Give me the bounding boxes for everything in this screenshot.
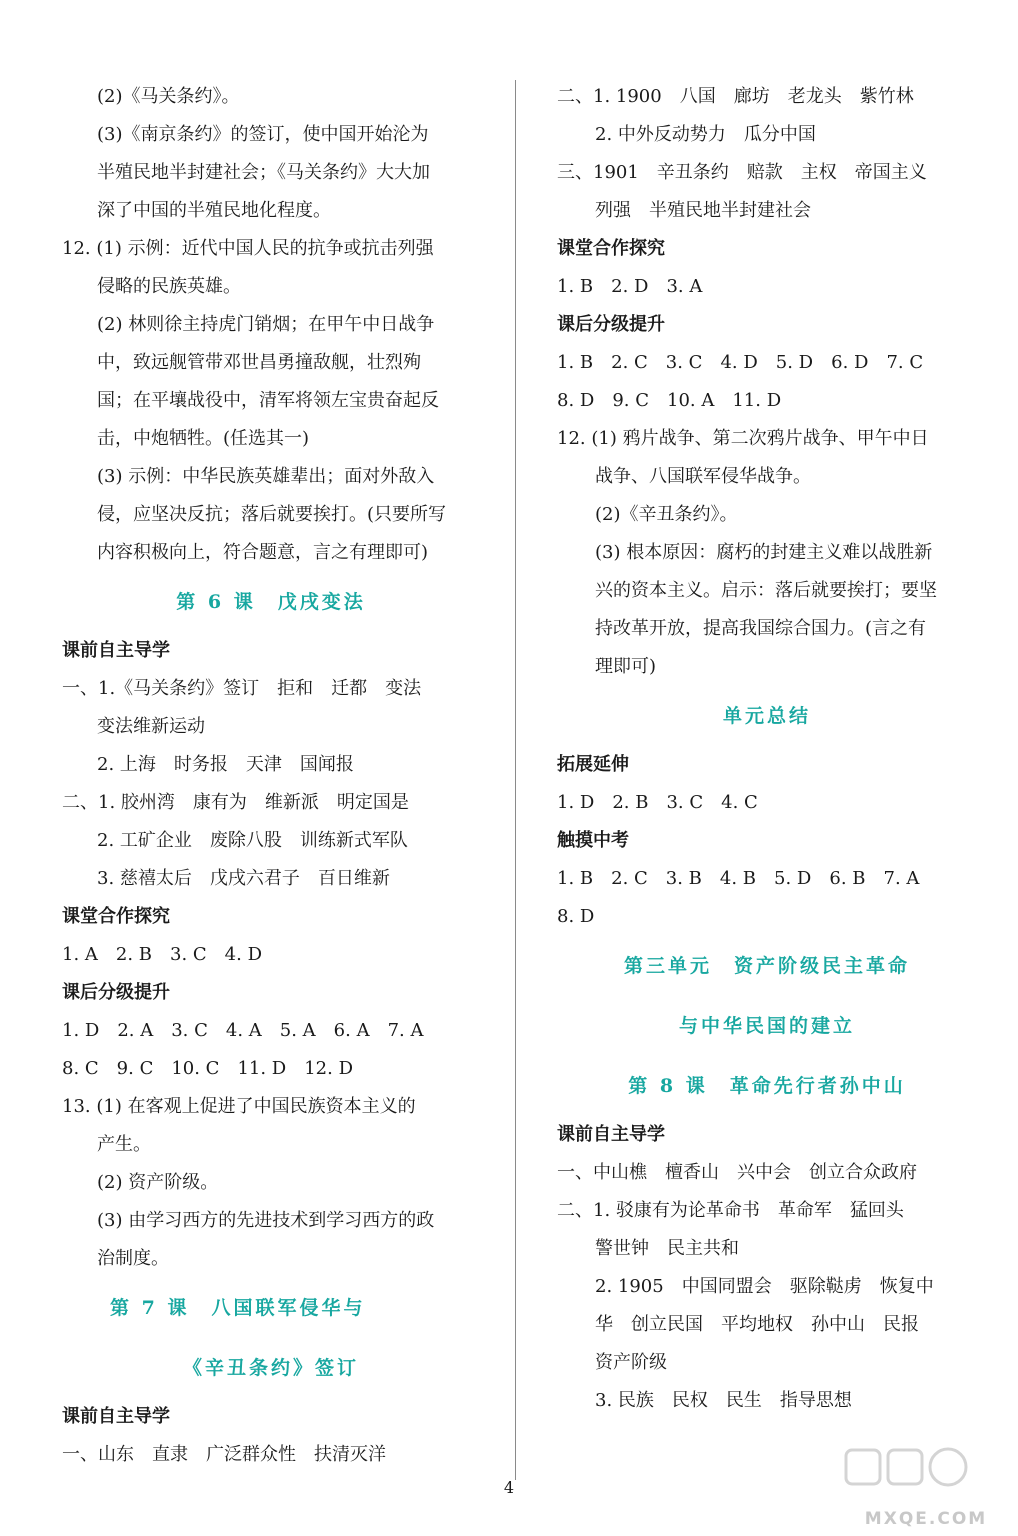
- answer-line: 战争、八国联军侵华战争。: [595, 466, 811, 487]
- answer-line: 二、1. 驳康有为论革命书 革命军 猛回头: [557, 1200, 904, 1221]
- watermark-text: MXQE.COM: [864, 1509, 988, 1529]
- answer-line: 12. (1) 鸦片战争、第二次鸦片战争、甲午中日: [557, 428, 929, 449]
- answer-line: 侵略的民族英雄。: [97, 276, 241, 297]
- answer-line: 一、山东 直隶 广泛群众性 扶清灭洋: [62, 1444, 386, 1465]
- section-heading: 拓展延伸: [557, 754, 629, 775]
- answer-line: 二、1. 胶州湾 康有为 维新派 明定国是: [62, 792, 409, 813]
- unit-title: 第三单元 资产阶级民主革命: [623, 955, 910, 977]
- lesson-title: 第 7 课 八国联军侵华与: [110, 1297, 366, 1319]
- section-heading: 课堂合作探究: [62, 906, 170, 927]
- lesson-title-continued: 《辛丑条约》签订: [182, 1357, 359, 1379]
- section-heading: 课堂合作探究: [557, 238, 665, 259]
- answer-line: 1. B 2. C 3. C 4. D 5. D 6. D 7. C: [557, 352, 924, 373]
- answer-line: (2)《马关条约》。: [97, 86, 240, 107]
- answer-line: (3) 由学习西方的先进技术到学习西方的政: [97, 1210, 435, 1231]
- lesson-title: 第 6 课 戊戌变法: [176, 591, 366, 613]
- answer-line: 半殖民地半封建社会；《马关条约》大大加: [97, 162, 430, 183]
- section-heading: 课后分级提升: [62, 982, 170, 1003]
- answer-line: 国；在平壤战役中，清军将领左宝贵奋起反: [97, 390, 439, 411]
- lesson-title: 第 8 课 革命先行者孙中山: [628, 1075, 906, 1097]
- watermark-logo: [842, 1444, 1010, 1532]
- answer-line: 3. 慈禧太后 戊戌六君子 百日维新: [97, 868, 390, 889]
- answer-line: 产生。: [97, 1134, 151, 1155]
- watermark-box-2: [888, 1450, 922, 1484]
- answer-line: 深了中国的半殖民地化程度。: [97, 200, 331, 221]
- answer-line: 1. B 2. C 3. B 4. B 5. D 6. B 7. A: [557, 868, 920, 889]
- answer-line: 1. D 2. A 3. C 4. A 5. A 6. A 7. A: [62, 1020, 424, 1041]
- answer-line: 列强 半殖民地半封建社会: [595, 200, 811, 221]
- answer-line: 8. C 9. C 10. C 11. D 12. D: [62, 1058, 354, 1079]
- answer-line: 华 创立民国 平均地权 孙中山 民报: [595, 1314, 919, 1335]
- answer-line: 警世钟 民主共和: [595, 1238, 739, 1259]
- answer-line: 8. D 9. C 10. A 11. D: [557, 390, 782, 411]
- answer-line: 2. 中外反动势力 瓜分中国: [595, 124, 816, 145]
- answer-line: 兴的资本主义。启示：落后就要挨打；要坚: [595, 580, 937, 601]
- answer-line: 1. B 2. D 3. A: [557, 276, 703, 297]
- answer-line: (2)《辛丑条约》。: [595, 504, 738, 525]
- section-heading: 课后分级提升: [557, 314, 665, 335]
- answer-line: 1. A 2. B 3. C 4. D: [62, 944, 263, 965]
- answer-line: (2) 资产阶级。: [97, 1172, 219, 1193]
- section-heading: 触摸中考: [557, 830, 629, 851]
- section-heading: 课前自主导学: [557, 1124, 665, 1145]
- column-divider: [515, 80, 516, 1480]
- answer-line: 一、1.《马关条约》签订 拒和 迁都 变法: [62, 678, 422, 699]
- watermark-box-1: [846, 1450, 880, 1484]
- answer-line: 侵，应坚决反抗；落后就要挨打。(只要所写: [97, 504, 447, 525]
- answer-line: 中，致远舰管带邓世昌勇撞敌舰，壮烈殉: [97, 352, 421, 373]
- left-column: [62, 78, 480, 1474]
- answer-line: 二、1. 1900 八国 廊坊 老龙头 紫竹林: [557, 86, 914, 107]
- right-column: [557, 78, 977, 1420]
- answer-line: 内容积极向上，符合题意，言之有理即可): [97, 542, 429, 563]
- unit-title-continued: 与中华民国的建立: [678, 1015, 855, 1037]
- answer-line: 变法维新运动: [97, 716, 205, 737]
- answer-line: 2. 上海 时务报 天津 国闻报: [97, 754, 354, 775]
- answer-line: 击，中炮牺牲。(任选其一): [97, 428, 310, 449]
- answer-line: 12. (1) 示例：近代中国人民的抗争或抗击列强: [62, 238, 434, 259]
- answer-line: (2) 林则徐主持虎门销烟；在甲午中日战争: [97, 314, 435, 335]
- answer-line: 治制度。: [97, 1248, 169, 1269]
- answer-line: 13. (1) 在客观上促进了中国民族资本主义的: [62, 1096, 416, 1117]
- answer-line: 资产阶级: [595, 1352, 667, 1373]
- answer-line: 理即可): [595, 656, 657, 677]
- answer-line: 8. D: [557, 906, 595, 927]
- watermark-circle: [930, 1449, 966, 1485]
- section-heading: 课前自主导学: [62, 1406, 170, 1427]
- answer-line: 持改革开放，提高我国综合国力。(言之有: [595, 618, 927, 639]
- section-heading: 课前自主导学: [62, 640, 170, 661]
- page-number: 4: [503, 1478, 515, 1497]
- answer-line: 1. D 2. B 3. C 4. C: [557, 792, 758, 813]
- answer-line: 2. 1905 中国同盟会 驱除鞑虏 恢复中: [595, 1276, 934, 1297]
- answer-line: 三、1901 辛丑条约 赔款 主权 帝国主义: [557, 162, 927, 183]
- answer-line: (3) 根本原因：腐朽的封建主义难以战胜新: [595, 542, 933, 563]
- unit-summary-title: 单元总结: [722, 705, 811, 727]
- answer-line: 3. 民族 民权 民生 指导思想: [595, 1390, 852, 1411]
- answer-line: 一、中山樵 檀香山 兴中会 创立合众政府: [557, 1162, 917, 1183]
- answer-line: 2. 工矿企业 废除八股 训练新式军队: [97, 830, 408, 851]
- answer-line: (3)《南京条约》的签订，使中国开始沦为: [97, 124, 429, 145]
- answer-line: (3) 示例：中华民族英雄辈出；面对外敌入: [97, 466, 435, 487]
